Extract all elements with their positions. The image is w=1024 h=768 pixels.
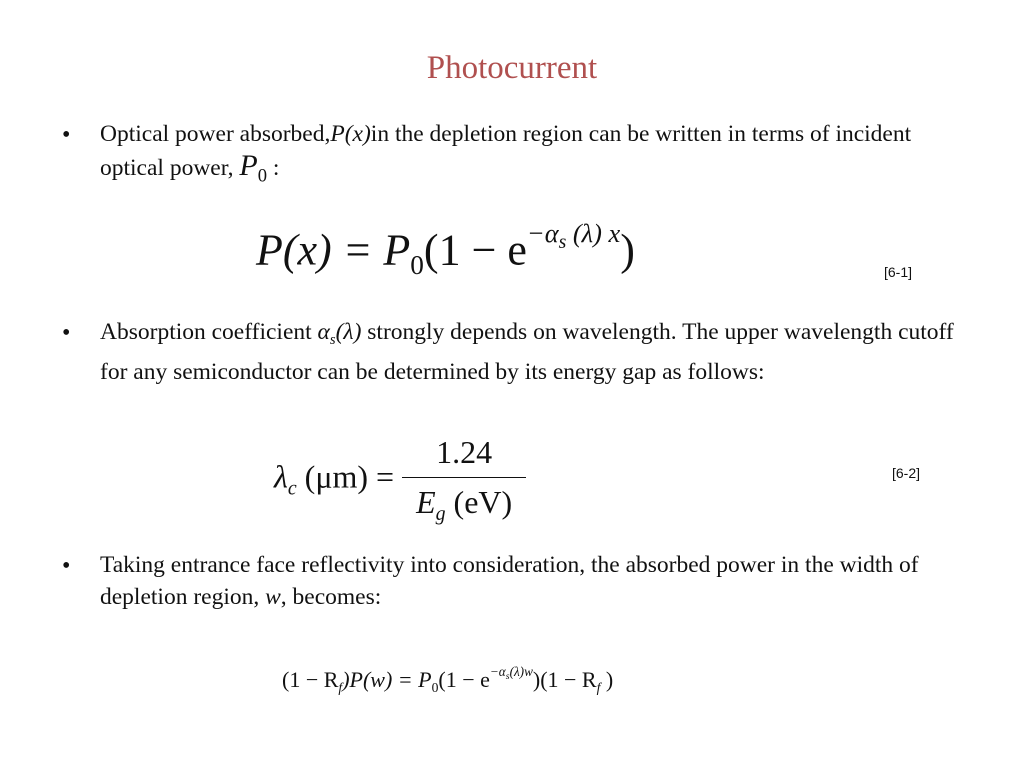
bullet-marker-2: • — [62, 320, 71, 346]
equation-absorbed-power: $(1 - R_f)P(w) = P_0(1 - e^{-\alpha_s(\lambda)w})(1 - R_f$ ) — [282, 664, 614, 695]
bullet-marker-3: • — [62, 553, 71, 579]
slide-title: Photocurrent — [426, 50, 598, 86]
equation-6-2: $\lambda_c$ (μm) = $\frac{1.24}{E_g (eV)}$ — [274, 434, 526, 526]
math-p-zero: $P_0$ — [239, 149, 267, 187]
fraction: $\frac{1.24}{E_g (eV)}$ — [402, 434, 526, 526]
math-alpha-s-lambda: $\alpha_s(\lambda)$ — [317, 319, 362, 349]
equation-6-1: $P(x) = P_0(1 - e^{-\alpha_s (\lambda) x})$ — [256, 218, 635, 280]
bullet-text-3: Taking entrance face reflectivity into consideration, the absorbed power in the width of depletion region, w, becomes: — [100, 552, 919, 610]
bullet-text-1: Optical power absorbed,P(x)in the depletion region can be written in terms of incident optical power, $P_0$ : — [100, 121, 912, 187]
math-w: w — [265, 584, 281, 610]
math-p-of-x: P(x) — [330, 121, 371, 147]
bullet-marker-1: • — [62, 122, 71, 148]
bullet-text-2: Absorption coefficient $\alpha_s(\lambda)$ strongly depends on wavelength. The upper wavelength cutoff for any semiconductor can be determined by its energy gap as follows: — [100, 319, 954, 386]
equation-ref-6-1: [6-1] — [884, 264, 913, 280]
equation-ref-6-2: [6-2] — [892, 465, 921, 481]
